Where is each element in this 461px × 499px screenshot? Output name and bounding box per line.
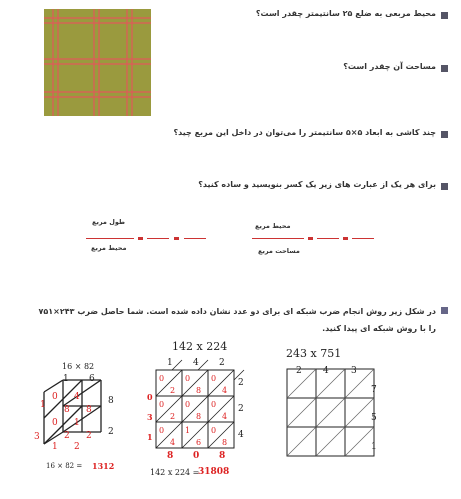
grid2-cell: 2 [170,412,176,421]
bullet-icon [441,131,448,138]
grid3-top-digit: 3 [351,366,357,376]
grid2-right-digit: 2 [238,378,244,388]
grid2-left-digit: 0 [147,392,153,402]
grid2-cell: 0 [159,426,165,435]
fraction-denominator: مساحت مربع [258,247,300,255]
grid2-result: 31808 [198,467,230,477]
answer-line[interactable] [352,238,374,239]
question-3: چند کاشی به ابعاد ۵×۵ سانتیمتر را می‌توان در داخل این مربع چید؟ [173,128,436,137]
grid1-cell: 0 [52,418,58,428]
grid3-right-digit: 1 [371,442,377,452]
grid2-title: 142 x 224 [172,340,228,353]
answer-line[interactable] [184,238,206,239]
grid3-right-digit: 5 [371,413,377,423]
equals-sign [138,237,143,240]
bullet-icon [441,183,448,190]
question-2: مساحت آن چقدر است؟ [343,62,436,71]
grid3-top-digit: 4 [323,366,329,376]
answer-line[interactable] [147,238,169,239]
fraction-bar [252,238,304,239]
grid1-cell: 2 [86,431,92,441]
grid2-right-digit: 4 [238,430,244,440]
grid1-top-digit: 6 [89,374,95,384]
fraction-bar [86,238,134,239]
grid2-bottom-digit: 8 [167,451,174,461]
grid2-top-digit: 2 [219,358,225,368]
grid3-title: 243 x 751 [286,347,342,360]
grid2-cell: 2 [170,386,176,395]
grid1-cell: 2 [64,431,70,441]
grid1-title: 16 × 82 [62,362,95,371]
grid2-cell: 8 [196,412,202,421]
grid2-cell: 8 [196,386,202,395]
equals-sign [308,237,313,240]
equals-sign [174,237,179,240]
grid1-left-digit: 3 [34,432,40,442]
grid2-cell: 6 [196,438,202,447]
grid1-right-digit: 2 [108,427,114,437]
grid2-top-digit: 4 [193,358,199,368]
fraction-numerator: محیط مربع [255,222,291,230]
grid2-left-digit: 3 [147,412,153,422]
grid1-right-digit: 8 [108,396,114,406]
fraction-denominator: محیط مربع [91,244,127,252]
grid2-cell: 0 [211,374,217,383]
answer-line[interactable] [317,238,339,239]
lattice-grid-3 [283,363,378,460]
grid2-cell: 1 [185,426,191,435]
grid2-result-label: 142 x 224 = [150,468,200,477]
grid2-cell: 0 [185,400,191,409]
grid2-bottom-digit: 8 [219,451,226,461]
grid1-cell: 1 [74,418,80,428]
grid2-cell: 0 [185,374,191,383]
bullet-icon [441,12,448,19]
fraction-numerator: طول مربع [92,218,126,226]
grid2-cell: 0 [211,426,217,435]
question-1: محیط مربعی به ضلع ۲۵ سانتیمتر چقدر است؟ [255,9,436,18]
grid2-left-digit: 1 [147,432,153,442]
question-5: در شکل زیر روش انجام ضرب شبکه ای برای دو عدد نشان داده شده است. شما حاصل ضرب ۲۴۳×۷۵۱ را با روش شبکه ای پیدا کنید. [38,307,436,333]
question-4: برای هر یک از عبارت های زیر یک کسر بنویسید و ساده کنید؟ [198,180,436,189]
grid1-cell: 0 [52,392,58,402]
grid2-top-digit: 1 [167,358,173,368]
grid1-cell: 8 [64,405,70,415]
grid1-bottom-digit: 1 [52,442,58,452]
grid1-top-digit: 1 [63,374,69,384]
grid2-cell: 0 [159,374,165,383]
equals-sign [343,237,348,240]
grid1-result: 1312 [92,461,115,471]
grid2-cell: 4 [170,438,176,447]
grid2-cell: 4 [222,386,228,395]
grid3-right-digit: 7 [371,385,377,395]
grid2-bottom-digit: 0 [193,451,200,461]
bullet-icon [441,65,448,72]
square-tile-figure [44,9,151,116]
grid1-result-label: 16 × 82 = [46,462,83,470]
grid3-top-digit: 2 [296,366,302,376]
grid2-right-digit: 2 [238,404,244,414]
grid2-cell: 0 [211,400,217,409]
grid2-cell: 4 [222,412,228,421]
grid1-left-digit: 1 [40,400,46,410]
grid1-cell: 8 [86,405,92,415]
grid2-cell: 8 [222,438,228,447]
grid1-cell: 4 [74,392,80,402]
grid1-bottom-digit: 2 [74,442,80,452]
pencil-icon [441,307,448,314]
grid2-cell: 0 [159,400,165,409]
